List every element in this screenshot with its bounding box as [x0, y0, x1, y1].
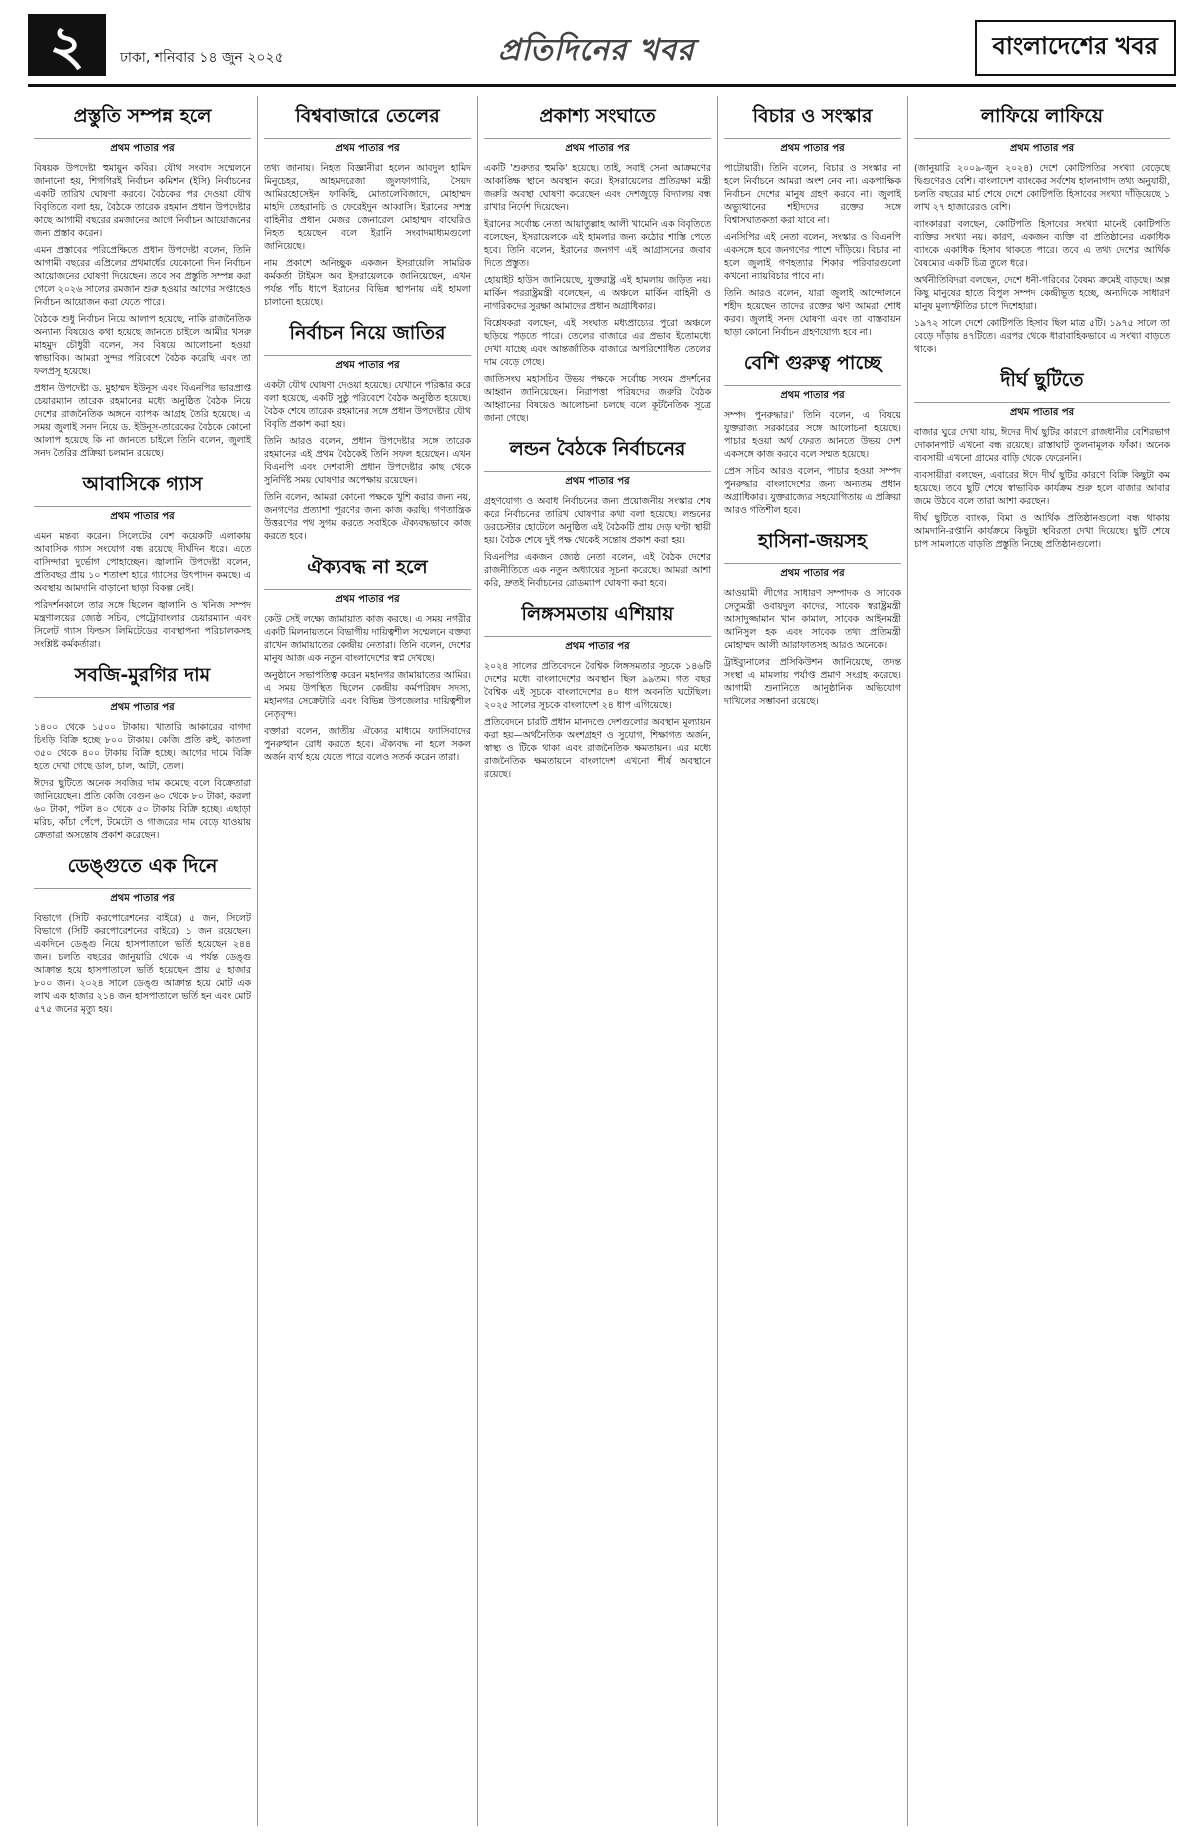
- continuation-label: প্রথম পাতার পর: [335, 143, 400, 154]
- page-number: ২: [28, 14, 106, 76]
- continuation-label: প্রথম পাতার পর: [110, 511, 175, 522]
- news-column: [718, 96, 908, 1826]
- continuation-label: প্রথম পাতার পর: [1009, 407, 1075, 418]
- story-paragraph: বৈঠকে শুধু নির্বাচন নিয়ে আলাপ হয়েছে, নাকি রাজনৈতিক অন্যান্য বিষয়েও কথা হয়েছে জানতে চাইলে আমীর খসরু মাহমুদ চৌধুরী বলেন, সব বিষয়ে আলোচনা হওয়া স্বাভাবিক। আমরা সুন্দর পরিবেশে বৈঠক করেছি এবং তা ফলপ্রসূ হয়েছে।: [34, 314, 251, 377]
- news-story: [484, 600, 711, 781]
- story-paragraph: ঈদের ছুটিতে অনেক সবজির দাম কমেছে বলে বিক্রেতারা জানিয়েছেন। প্রতি কেজি বেগুন ৬০ থেকে ৮০ টাকা, করলা ৬০ টাকা, পটল ৪০ থেকে ৫০ টাকায় বিক্রি হচ্ছে। এছাড়া মরিচ, কাঁচা পেঁপে, টমেটো ও গাজরের দাম বেড়ে যাওয়ায় ক্রেতারা অসন্তোষ প্রকাশ করেছেন।: [34, 778, 251, 841]
- story-paragraph: বিষয়ক উপদেষ্টা হুমায়ুন কবির। যৌথ সংবাদ সম্মেলনে জানানো হয়, শিগগিরই নির্বাচন কমিশন (ইসি) নির্বাচনের একটি তারিখ ঘোষণা করবে। বৈঠকের পর দেওয়া যৌথ বিবৃতিতে বলা হয়, বৈঠকে তারেক রহমান প্রধান উপদেষ্টার কাছে আগামী বছরের রমজানের আগে নির্বাচন আয়োজনের জন্য প্রস্তাব করেন।: [34, 163, 252, 239]
- news-column: [908, 96, 1176, 1826]
- story-headline[interactable]: ডেঙ্গুতে এক দিনে: [34, 852, 251, 889]
- continuation-label: প্রথম পাতার পর: [110, 143, 175, 154]
- news-story: [484, 102, 711, 425]
- story-headline[interactable]: আবাসিকে গ্যাস: [34, 470, 251, 507]
- continuation-label: প্রথম পাতার পর: [565, 143, 630, 154]
- story-paragraph: হোয়াইট হাউস জানিয়েছে, যুক্তরাষ্ট্র এই হামলায় জড়িত নয়। মার্কিন পররাষ্ট্রমন্ত্রী বলেছেন, এ অঞ্চলে মার্কিন বাহিনী ও নাগরিকদের সুরক্ষা আমাদের প্রধান অগ্রাধিকার।: [484, 275, 711, 312]
- story-headline[interactable]: বেশি গুরুত্ব পাচ্ছে: [724, 349, 901, 386]
- continuation-label: প্রথম পাতার পর: [335, 360, 400, 371]
- story-paragraph: ১৪০০ থেকে ১৫০০ টাকায়। খাতারি আকারের বাগদা চিংড়ি বিক্রি হচ্ছে ৮০০ টাকায়। কেজি প্রতি রুই, কাতলা ৩৫০ থেকে ৪০০ টাকায় বিক্রি হচ্ছে। আগের দামে বিক্রি হতে দেখা গেছে ডাল, চাল, আটা, তেল।: [34, 722, 251, 772]
- story-headline[interactable]: হাসিনা-জয়সহ: [724, 527, 901, 564]
- news-column: [28, 96, 258, 1826]
- news-story: [724, 349, 901, 517]
- story-paragraph: বাজার ঘুরে দেখা যায়, ঈদের দীর্ঘ ছুটির কারণে রাজধানীর বেশিরভাগ দোকানপাট এখনো বন্ধ রয়েছে। রাস্তাঘাট তুলনামূলক ফাঁকা। অনেক ব্যবসায়ী এখনো গ্রামের বাড়ি থেকে ফেরেননি।: [914, 427, 1170, 464]
- story-paragraph: পাটোয়ারী। তিনি বলেন, বিচার ও সংস্কার না হলে নির্বাচনে আমরা অংশ নেব না। একপাক্ষিক নির্বাচন দেশের মানুষ গ্রহণ করবে না। জুলাই অভ্যুত্থানের শহীদদের রক্তের সঙ্গে বিশ্বাসঘাতকতা করা যাবে না।: [724, 163, 901, 226]
- continuation-label: প্রথম পাতার পর: [110, 893, 175, 904]
- story-paragraph: কেউ সেই লক্ষ্যে জামায়াত কাজ করছে। এ সময় নগরীর একটি মিলনায়তনে বিভাগীয় দায়িত্বশীল সম্মেলনে বক্তব্য রাখেন জামায়াতের কেন্দ্রীয় নেতারা। তিনি বলেন, দেশের মানুষ আজ এক নতুন বাংলাদেশের স্বপ্ন দেখছে।: [264, 614, 471, 664]
- news-story: [264, 553, 471, 764]
- section-title: বাংলাদেশের খবর: [975, 20, 1176, 76]
- story-headline[interactable]: সবজি-মুরগির দাম: [34, 661, 251, 698]
- continuation-label: প্রথম পাতার পর: [780, 390, 845, 401]
- continuation-label: প্রথম পাতার পর: [335, 594, 400, 605]
- news-story: [724, 527, 901, 708]
- story-paragraph: (জানুয়ারি ২০০৯-জুন ২০২৪) দেশে কোটিপতির সংখ্যা বেড়েছে দ্বিগুণেরও বেশি। বাংলাদেশ ব্যাংকের সর্বশেষ হালনাগাদ তথ্য অনুযায়ী, চলতি বছরের মার্চ শেষে দেশে কোটিপতি হিসাবের সংখ্যা দাঁড়িয়েছে ১ লাখ ২৭ হাজারেরও বেশি।: [914, 163, 1170, 213]
- story-headline[interactable]: বিচার ও সংস্কার: [724, 102, 901, 139]
- continuation-label: প্রথম পাতার পর: [780, 568, 845, 579]
- story-headline[interactable]: প্রকাশ্য সংঘাতে: [484, 102, 711, 139]
- story-paragraph: প্রেস সচিব আরও বলেন, পাচার হওয়া সম্পদ পুনরুদ্ধার বাংলাদেশের জন্য অন্যতম প্রধান অগ্রাধিকার। যুক্তরাজ্যের সহযোগিতায় এ প্রক্রিয়া আরও গতিশীল হবে।: [724, 466, 901, 516]
- story-paragraph: ২০২৪ সালের প্রতিবেদনে বৈশ্বিক লিঙ্গসমতার সূচকে ১৪৬টি দেশের মধ্যে বাংলাদেশের অবস্থান ছিল ৯৯তম। গত বছর বৈশ্বিক এই সূচকে বাংলাদেশের ৪০ ধাপ অবনতি ঘটেছিল। ২০২৫ সালের সূচকে বাংলাদেশ ২৪ ধাপ এগিয়েছে।: [484, 661, 711, 711]
- continuation-label: প্রথম পাতার পর: [1009, 143, 1075, 154]
- story-paragraph: বিশ্লেষকরা বলছেন, এই সংঘাত মধ্যপ্রাচ্যের পুরো অঞ্চলে ছড়িয়ে পড়তে পারে। তেলের বাজারে এর প্রভাব ইতোমধ্যে দেখা যাচ্ছে এবং আন্তর্জাতিক বাজারে অপরিশোধিত তেলের দাম বেড়ে গেছে।: [484, 318, 711, 368]
- continuation-label: প্রথম পাতার পর: [110, 702, 175, 713]
- news-story: [34, 102, 251, 460]
- story-paragraph: ট্রাইব্যুনালের প্রসিকিউশন জানিয়েছে, তদন্ত সংস্থা এ মামলায় পর্যাপ্ত প্রমাণ সংগ্রহ করেছে। আগামী শুনানিতে আনুষ্ঠানিক অভিযোগ দাখিলের সম্ভাবনা রয়েছে।: [724, 657, 901, 707]
- news-story: [724, 102, 901, 339]
- story-paragraph: এনসিপির এই নেতা বলেন, সংস্কার ও বিএনপি একসঙ্গে হবে জনগণের পাশে দাঁড়িয়ে। বিচার না হলে জুলাই গণহত্যার শিকার পরিবারগুলো কখনো ন্যায়বিচার পাবে না।: [724, 232, 901, 282]
- story-paragraph: সম্পদ পুনরুদ্ধার।' তিনি বলেন, এ বিষয়ে যুক্তরাজ্য সরকারের সঙ্গে আলোচনা হয়েছে। পাচার হওয়া অর্থ ফেরত আনতে উভয় দেশ একসঙ্গে কাজ করবে বলে সম্মত হয়েছে।: [724, 410, 901, 460]
- story-paragraph: একটা যৌথ ঘোষণা দেওয়া হয়েছে। যেখানে পরিষ্কার করে বলা হয়েছে, একটি সুষ্ঠু পরিবেশে বৈঠক অনুষ্ঠিত হয়েছে। বৈঠক শেষে তারেক রহমানের সঙ্গে প্রধান উপদেষ্টার যৌথ বিবৃতি প্রকাশ করা হয়।: [264, 380, 471, 430]
- story-paragraph: দীর্ঘ ছুটিতে ব্যাংক, বিমা ও আর্থিক প্রতিষ্ঠানগুলো বন্ধ থাকায় আমদানি-রপ্তানি কার্যক্রমে কিছুটা স্থবিরতা দেখা দিয়েছে। ছুটি শেষে চাপ সামলাতে বাড়তি প্রস্তুতি নিচ্ছে প্রতিষ্ঠানগুলো।: [914, 513, 1170, 550]
- news-story: [34, 470, 251, 651]
- story-paragraph: অনুষ্ঠানে সভাপতিত্ব করেন মহানগর জামায়াতের আমির। এ সময় উপস্থিত ছিলেন কেন্দ্রীয় কর্মপরিষদ সদস্য, মহানগর সেক্রেটারি এবং বিভিন্ন উপজেলার দায়িত্বশীল নেতৃবৃন্দ।: [264, 670, 471, 720]
- story-headline[interactable]: ঐক্যবদ্ধ না হলে: [264, 553, 471, 590]
- news-column: [258, 96, 478, 1826]
- news-column: [478, 96, 718, 1826]
- story-headline[interactable]: দীর্ঘ ছুটিতে: [914, 366, 1170, 403]
- news-story: [34, 852, 251, 1016]
- story-paragraph: নাম প্রকাশে অনিচ্ছুক একজন ইসরায়েলি সামরিক কর্মকর্তা টাইমস অব ইসরায়েলকে জানিয়েছেন, এখন পর্যন্ত পাঁচ ধাপে ইরানের বিভিন্ন স্থাপনায় এই হামলা চালানো হয়েছে।: [264, 258, 471, 308]
- dateline: ঢাকা, শনিবার ১৪ জুন ২০২৫: [120, 50, 284, 66]
- story-paragraph: পরিদর্শনকালে তার সঙ্গে ছিলেন জ্বালানি ও খনিজ সম্পদ মন্ত্রণালয়ের জ্যেষ্ঠ সচিব, পেট্রোবাংলার চেয়ারম্যান এবং সিলেট গ্যাস ফিল্ডস লিমিটেডের ব্যবস্থাপনা পরিচালকসহ সংশ্লিষ্ট কর্মকর্তারা।: [34, 600, 251, 650]
- story-paragraph: বিএনপির একজন জ্যেষ্ঠ নেতা বলেন, এই বৈঠক দেশের রাজনীতিতে এক নতুন অধ্যায়ের সূচনা করেছে। আমরা আশা করি, দ্রুতই নির্বাচনের রোডম্যাপ ঘোষণা করা হবে।: [484, 552, 711, 589]
- story-paragraph: এমন মন্তব্য করেন। সিলেটের বেশ কয়েকটি এলাকায় আবাসিক গ্যাস সংযোগ বন্ধ রয়েছে দীর্ঘদিন ধরে। এতে বাসিন্দারা দুর্ভোগ পোহাচ্ছেন। জ্বালানি উপদেষ্টা বলেন, প্রতিবছর প্রায় ১০ শতাংশ হারে গ্যাসের উৎপাদন কমছে। এ অবস্থায় আমদানি বাড়ানো ছাড়া বিকল্প নেই।: [34, 531, 251, 594]
- story-paragraph: তিনি বলেন, আমরা কোনো পক্ষকে খুশি করার জন্য নয়, জনগণের প্রত্যাশা পূরণের জন্য কাজ করছি। গণতান্ত্রিক উত্তরণের পথ সুগম করতে সবাইকে ঐক্যবদ্ধভাবে কাজ করতে হবে।: [264, 492, 471, 542]
- news-columns: [28, 96, 1176, 1826]
- story-paragraph: বক্তারা বলেন, জাতীয় ঐক্যের মাধ্যমে ফ্যাসিবাদের পুনরুত্থান রোধ করতে হবে। ঐক্যবদ্ধ না হলে সকল অর্জন ব্যর্থ হয়ে যেতে পারে বলেও সতর্ক করেন তারা।: [264, 726, 471, 763]
- story-headline[interactable]: নির্বাচন নিয়ে জাতির: [264, 319, 471, 356]
- story-paragraph: ব্যবসায়ীরা বলছেন, এবারের ঈদে দীর্ঘ ছুটির কারণে বিক্রি কিছুটা কম হয়েছে। তবে ছুটি শেষে স্বাভাবিক কার্যক্রম শুরু হলে বাজার আবার জমে উঠবে বলে তারা আশা করছেন।: [914, 470, 1170, 507]
- story-headline[interactable]: বিশ্ববাজারে তেলের: [264, 102, 471, 139]
- story-paragraph: গ্রহণযোগ্য ও অবাধ নির্বাচনের জন্য প্রয়োজনীয় সংস্কার শেষ করে নির্বাচনের তারিখ ঘোষণার কথা বলা হয়েছে। লন্ডনের ডরচেস্টার হোটেলে অনুষ্ঠিত এই বৈঠকটি প্রায় দেড় ঘণ্টা স্থায়ী হয়। বৈঠক শেষে দুই পক্ষ থেকেই সন্তোষ প্রকাশ করা হয়।: [484, 496, 711, 546]
- story-paragraph: অর্থনীতিবিদরা বলছেন, দেশে ধনী-গরিবের বৈষম্য ক্রমেই বাড়ছে। অল্প কিছু মানুষের হাতে বিপুল সম্পদ কেন্দ্রীভূত হচ্ছে, অন্যদিকে সাধারণ মানুষ মূল্যস্ফীতির চাপে দিশেহারা।: [914, 275, 1170, 312]
- story-paragraph: তিনি আরও বলেন, প্রধান উপদেষ্টার সঙ্গে তারেক রহমানের এই প্রথম বৈঠকেই তিনি সফল হয়েছেন। এখন বিএনপি এবং দেশবাসী প্রধান উপদেষ্টার কাছ থেকে সুনির্দিষ্ট সময় ঘোষণার অপেক্ষায় রয়েছেন।: [264, 436, 471, 486]
- story-paragraph: জাতিসংঘ মহাসচিব উভয় পক্ষকে সর্বোচ্চ সংযম প্রদর্শনের আহ্বান জানিয়েছেন। নিরাপত্তা পরিষদের জরুরি বৈঠক আহ্বানের বিষয়েও আলোচনা চলছে বলে কূটনৈতিক সূত্রে জানা গেছে।: [484, 374, 711, 424]
- story-paragraph: বিভাগে (সিটি করপোরেশনের বাইরে) ৫ জন, সিলেট বিভাগে (সিটি করপোরেশনের বাইরে) ১ জন রয়েছেন। একদিনে ডেঙ্গু নিয়ে হাসপাতালে ভর্তি হয়েছেন ২৪৪ জন। চলতি বছরের জানুয়ারি থেকে এ পর্যন্ত ডেঙ্গু আক্রান্ত হয়ে হাসপাতালে ভর্তি হয়েছেন প্রায় ৫ হাজার ৮০০ জন। ২০২৪ সালে ডেঙ্গু আক্রান্ত হয়ে মোট এক লাখ এক হাজার ২১৪ জন হাসপাতালে ভর্তি হন এবং মোট ৫৭৫ জনের মৃত্যু হয়।: [34, 913, 251, 1015]
- paper-name: প্রতিদিনের খবর: [498, 33, 695, 68]
- news-story: [34, 661, 251, 842]
- news-story: [484, 435, 711, 590]
- story-paragraph: একটি 'শুরুতর হুমকি' হয়েছে। তাই, সবাই সেনা আক্রমণের আকাঙ্ক্ষি স্থানে অবস্থান করে। ইসরায়েলের প্রতিরক্ষা মন্ত্রী জরুরি অবস্থা ঘোষণা করেছেন এবং দেশজুড়ে বিদ্যালয় বন্ধ রাখার নির্দেশ দিয়েছেন।: [484, 163, 711, 213]
- news-story: [914, 102, 1170, 356]
- story-paragraph: ব্যাংকাররা বলছেন, কোটিপতি হিসাবের সংখ্যা মানেই কোটিপতি ব্যক্তির সংখ্যা নয়। কারণ, একজন ব্যক্তি বা প্রতিষ্ঠানের একাধিক ব্যাংকে একাধিক হিসাব থাকতে পারে। তবে এ তথ্য দেশের আর্থিক বৈষম্যের একটি চিত্র তুলে ধরে।: [914, 219, 1170, 269]
- story-paragraph: এমন প্রস্তাবের পরিপ্রেক্ষিতে প্রধান উপদেষ্টা বলেন, তিনি আগামী বছরের এপ্রিলের প্রথমার্ধের যেকোনো দিন নির্বাচন আয়োজনের ঘোষণা দিয়েছেন। তবে সব প্রস্তুতি সম্পন্ন করা গেলে ২০২৬ সালের রমজান শুরু হওয়ার আগের সপ্তাহেও নির্বাচন আয়োজন করা যেতে পারে।: [34, 245, 251, 308]
- story-headline[interactable]: লিঙ্গসমতায় এশিয়ায়: [484, 600, 711, 637]
- story-headline[interactable]: প্রস্তুতি সম্পন্ন হলে: [34, 102, 251, 139]
- masthead: [28, 14, 1176, 87]
- story-paragraph: প্রতিবেদনে চারটি প্রধান মানদণ্ডে দেশগুলোর অবস্থান মূল্যায়ন করা হয়—অর্থনৈতিক অংশগ্রহণ ও সুযোগ, শিক্ষাগত অর্জন, স্বাস্থ্য ও টিকে থাকা এবং রাজনৈতিক ক্ষমতায়ন। এর মধ্যে রাজনৈতিক ক্ষমতায়নে বাংলাদেশ এখনো শীর্ষ অবস্থানে রয়েছে।: [484, 717, 711, 780]
- story-headline[interactable]: লন্ডন বৈঠকে নির্বাচনের: [484, 435, 711, 472]
- news-story: [264, 102, 471, 309]
- story-headline[interactable]: লাফিয়ে লাফিয়ে: [914, 102, 1170, 139]
- story-paragraph: প্রধান উপদেষ্টা ড. মুহাম্মদ ইউনূস এবং বিএনপির ভারপ্রাপ্ত চেয়ারম্যান তারেক রহমানের মধ্যে অনুষ্ঠিত বৈঠক নিয়ে দেশের রাজনৈতিক অঙ্গনে ব্যাপক আগ্রহ তৈরি হয়েছে। এ সময় জুলাই সনদ নিয়ে ড. ইউনূস-তারেকের বৈঠকে কোনো আলাপ হয়েছে কি না জানতে চাইলে তিনি বলেন, জুলাই সনদ তৈরির প্রক্রিয়া চলমান রয়েছে।: [34, 383, 251, 459]
- story-paragraph: তিনি আরও বলেন, যারা জুলাই আন্দোলনে শহীদ হয়েছেন তাদের রক্তের ঋণ আমরা শোধ করব। জুলাই সনদ ঘোষণা এবং তা বাস্তবায়ন ছাড়া কোনো নির্বাচন গ্রহণযোগ্য হবে না।: [724, 288, 901, 338]
- continuation-label: প্রথম পাতার পর: [780, 143, 845, 154]
- story-paragraph: ১৯৭২ সালে দেশে কোটিপতি হিসাব ছিল মাত্র ৫টি। ১৯৭৫ সালে তা বেড়ে দাঁড়ায় ৪৭টিতে। এরপর থেকে ধারাবাহিকভাবে এ সংখ্যা বাড়তে থাকে।: [914, 318, 1170, 355]
- continuation-label: প্রথম পাতার পর: [565, 476, 630, 487]
- continuation-label: প্রথম পাতার পর: [565, 641, 630, 652]
- story-paragraph: ইরানের সর্বোচ্চ নেতা আয়াতুল্লাহ আলী খামেনি এক বিবৃতিতে বলেছেন, ইসরায়েলকে এই হামলার জন্য কঠোর শাস্তি পেতে হবে। তিনি বলেন, ইরানের জনগণ এই আগ্রাসনের জবাব দিতে প্রস্তুত।: [484, 219, 711, 269]
- news-story: [264, 319, 471, 543]
- story-paragraph: তথ্য জানায়। নিহত বিজ্ঞানীরা হলেন আবদুল হামিদ মিনুচেহর, আহমদরেজা জুলফাগারি, সৈয়দ আমিরহোসেইন ফাকিহি, মোতালেবিজাদে, মোহাম্মদ মাহদি তেহরানচি ও ফেরেইদুন আব্বাসি। ইরানের সশস্ত্র বাহিনীর প্রধান মেজর জেনারেল মোহাম্মদ বাঘেরিও নিহত হয়েছেন বলে ইরানি সংবাদমাধ্যমগুলো জানিয়েছে।: [264, 163, 471, 252]
- story-paragraph: আওয়ামী লীগের সাধারণ সম্পাদক ও সাবেক সেতুমন্ত্রী ওবায়দুল কাদের, সাবেক স্বরাষ্ট্রমন্ত্রী আসাদুজ্জামান খান কামাল, সাবেক আইনমন্ত্রী আনিসুল হক এবং সাবেক তথ্য প্রতিমন্ত্রী মোহাম্মদ আলী আরাফাতসহ আরও অনেকে।: [724, 588, 901, 651]
- news-story: [914, 366, 1170, 551]
